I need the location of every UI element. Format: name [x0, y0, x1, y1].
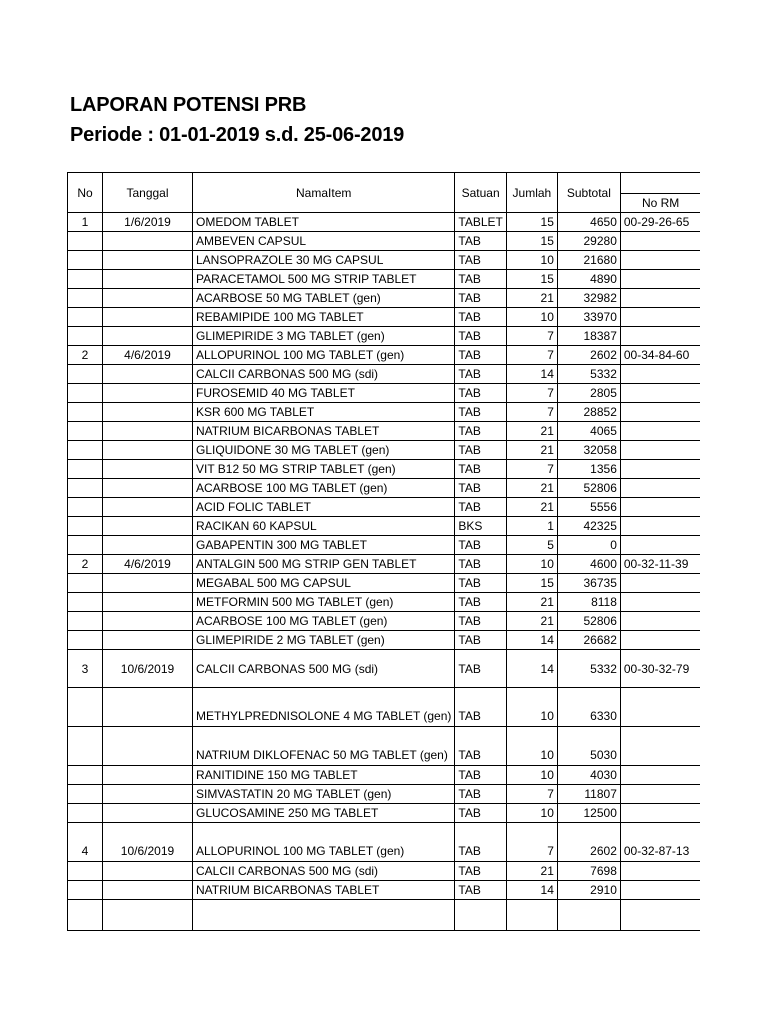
- cell-norm: 00-32-87-13: [620, 823, 700, 862]
- cell-jumlah: 10: [506, 766, 557, 785]
- cell-norm: [620, 900, 700, 931]
- cell-satuan: TAB: [455, 346, 506, 365]
- cell-norm: [620, 785, 700, 804]
- cell-no: [68, 688, 103, 727]
- cell-satuan: TAB: [455, 308, 506, 327]
- cell-satuan: TAB: [455, 536, 506, 555]
- table-row: [68, 289, 701, 308]
- col-header-nama: NamaItem: [193, 173, 455, 213]
- cell-subtotal: 29280: [557, 232, 620, 251]
- cell-norm: [620, 251, 700, 270]
- cell-satuan: TAB: [455, 823, 506, 862]
- cell-no: 3: [68, 650, 103, 688]
- cell-jumlah: 21: [506, 612, 557, 631]
- cell-no: [68, 574, 103, 593]
- cell-norm: [620, 517, 700, 536]
- cell-subtotal: 12500: [557, 804, 620, 823]
- cell-jumlah: 7: [506, 346, 557, 365]
- table-row: [68, 327, 701, 346]
- cell-jumlah: 15: [506, 232, 557, 251]
- cell-tanggal: [103, 574, 193, 593]
- cell-no: [68, 365, 103, 384]
- cell-no: [68, 766, 103, 785]
- table-row: [68, 403, 701, 422]
- cell-nama: GLIMEPIRIDE 3 MG TABLET (gen): [193, 327, 455, 346]
- cell-tanggal: 4/6/2019: [103, 346, 193, 365]
- cell-tanggal: [103, 308, 193, 327]
- cell-subtotal: [557, 900, 620, 931]
- cell-no: [68, 593, 103, 612]
- cell-subtotal: 2910: [557, 881, 620, 900]
- cell-no: [68, 727, 103, 766]
- cell-no: [68, 785, 103, 804]
- table-row: [68, 365, 701, 384]
- cell-nama: VIT B12 50 MG STRIP TABLET (gen): [193, 460, 455, 479]
- cell-subtotal: 0: [557, 536, 620, 555]
- cell-jumlah: 7: [506, 384, 557, 403]
- table-row: [68, 536, 701, 555]
- cell-norm: [620, 612, 700, 631]
- cell-nama: GLIQUIDONE 30 MG TABLET (gen): [193, 441, 455, 460]
- cell-satuan: TAB: [455, 422, 506, 441]
- cell-norm: [620, 327, 700, 346]
- cell-tanggal: [103, 612, 193, 631]
- report-period: Periode : 01-01-2019 s.d. 25-06-2019: [70, 124, 405, 146]
- cell-tanggal: [103, 900, 193, 931]
- cell-tanggal: [103, 289, 193, 308]
- cell-jumlah: 21: [506, 593, 557, 612]
- cell-satuan: TAB: [455, 460, 506, 479]
- cell-satuan: TAB: [455, 365, 506, 384]
- cell-norm: [620, 460, 700, 479]
- cell-satuan: TAB: [455, 270, 506, 289]
- cell-satuan: TAB: [455, 251, 506, 270]
- cell-nama: ALLOPURINOL 100 MG TABLET (gen): [193, 823, 455, 862]
- cell-nama: METHYLPREDNISOLONE 4 MG TABLET (gen): [193, 688, 455, 727]
- cell-satuan: TAB: [455, 688, 506, 727]
- cell-tanggal: [103, 232, 193, 251]
- cell-jumlah: 10: [506, 688, 557, 727]
- cell-norm: [620, 365, 700, 384]
- cell-subtotal: 7698: [557, 862, 620, 881]
- report-title: LAPORAN POTENSI PRB: [70, 94, 307, 116]
- cell-tanggal: [103, 403, 193, 422]
- cell-tanggal: [103, 460, 193, 479]
- col-header-norm: No RM: [620, 194, 700, 213]
- cell-subtotal: 2602: [557, 346, 620, 365]
- cell-tanggal: [103, 422, 193, 441]
- table-row: [68, 593, 701, 612]
- col-header-no: No: [68, 173, 103, 213]
- cell-subtotal: 33970: [557, 308, 620, 327]
- cell-norm: [620, 631, 700, 650]
- cell-nama: ALLOPURINOL 100 MG TABLET (gen): [193, 346, 455, 365]
- cell-norm: [620, 441, 700, 460]
- table-row: [68, 251, 701, 270]
- cell-satuan: TAB: [455, 862, 506, 881]
- cell-nama: RACIKAN 60 KAPSUL: [193, 517, 455, 536]
- cell-norm: 00-32-11-39: [620, 555, 700, 574]
- table-row: [68, 213, 701, 232]
- cell-no: [68, 900, 103, 931]
- cell-subtotal: 4650: [557, 213, 620, 232]
- cell-no: [68, 517, 103, 536]
- cell-norm: [620, 384, 700, 403]
- table-row: [68, 650, 701, 688]
- cell-subtotal: 52806: [557, 612, 620, 631]
- table-row: [68, 688, 701, 727]
- table-row: [68, 422, 701, 441]
- cell-nama: CALCII CARBONAS 500 MG (sdi): [193, 650, 455, 688]
- cell-subtotal: 4600: [557, 555, 620, 574]
- cell-no: [68, 479, 103, 498]
- cell-tanggal: [103, 766, 193, 785]
- cell-no: 2: [68, 346, 103, 365]
- cell-nama: AMBEVEN CAPSUL: [193, 232, 455, 251]
- cell-satuan: [455, 900, 506, 931]
- cell-no: [68, 308, 103, 327]
- cell-no: [68, 441, 103, 460]
- cell-satuan: TAB: [455, 498, 506, 517]
- cell-jumlah: 10: [506, 555, 557, 574]
- cell-nama: REBAMIPIDE 100 MG TABLET: [193, 308, 455, 327]
- col-header-norm-blank: [620, 173, 700, 194]
- cell-subtotal: 5030: [557, 727, 620, 766]
- cell-nama: ACARBOSE 100 MG TABLET (gen): [193, 479, 455, 498]
- cell-norm: [620, 593, 700, 612]
- cell-jumlah: 7: [506, 403, 557, 422]
- cell-norm: 00-34-84-60: [620, 346, 700, 365]
- cell-norm: [620, 688, 700, 727]
- cell-subtotal: 18387: [557, 327, 620, 346]
- cell-tanggal: [103, 804, 193, 823]
- table-header-row: [68, 173, 701, 194]
- cell-norm: [620, 862, 700, 881]
- col-header-tanggal: Tanggal: [103, 173, 193, 213]
- cell-tanggal: 10/6/2019: [103, 823, 193, 862]
- cell-no: [68, 327, 103, 346]
- table-row: [68, 862, 701, 881]
- cell-no: [68, 612, 103, 631]
- cell-nama: NATRIUM DIKLOFENAC 50 MG TABLET (gen): [193, 727, 455, 766]
- table-row: [68, 384, 701, 403]
- cell-subtotal: 2602: [557, 823, 620, 862]
- cell-jumlah: 15: [506, 270, 557, 289]
- cell-tanggal: 1/6/2019: [103, 213, 193, 232]
- cell-nama: ACID FOLIC TABLET: [193, 498, 455, 517]
- col-header-satuan: Satuan: [455, 173, 506, 213]
- cell-jumlah: [506, 900, 557, 931]
- table-row: [68, 574, 701, 593]
- cell-subtotal: 11807: [557, 785, 620, 804]
- cell-jumlah: 1: [506, 517, 557, 536]
- cell-norm: [620, 766, 700, 785]
- cell-norm: [620, 727, 700, 766]
- table-row: [68, 479, 701, 498]
- cell-no: [68, 862, 103, 881]
- cell-norm: 00-29-26-65: [620, 213, 700, 232]
- cell-no: [68, 804, 103, 823]
- cell-no: [68, 270, 103, 289]
- cell-no: [68, 384, 103, 403]
- cell-satuan: TAB: [455, 631, 506, 650]
- cell-jumlah: 14: [506, 881, 557, 900]
- cell-subtotal: 28852: [557, 403, 620, 422]
- cell-tanggal: [103, 881, 193, 900]
- table-row: [68, 555, 701, 574]
- cell-norm: [620, 804, 700, 823]
- col-header-jumlah: Jumlah: [506, 173, 557, 213]
- cell-tanggal: [103, 785, 193, 804]
- table-row: [68, 766, 701, 785]
- cell-nama: GABAPENTIN 300 MG TABLET: [193, 536, 455, 555]
- cell-subtotal: 42325: [557, 517, 620, 536]
- cell-tanggal: [103, 727, 193, 766]
- cell-subtotal: 5332: [557, 650, 620, 688]
- cell-satuan: TAB: [455, 766, 506, 785]
- cell-jumlah: 21: [506, 498, 557, 517]
- cell-jumlah: 21: [506, 479, 557, 498]
- cell-nama: ACARBOSE 100 MG TABLET (gen): [193, 612, 455, 631]
- cell-no: [68, 631, 103, 650]
- cell-jumlah: 14: [506, 631, 557, 650]
- cell-norm: [620, 289, 700, 308]
- cell-norm: 00-30-32-79: [620, 650, 700, 688]
- cell-tanggal: [103, 688, 193, 727]
- cell-no: [68, 403, 103, 422]
- cell-subtotal: 32058: [557, 441, 620, 460]
- cell-satuan: TAB: [455, 289, 506, 308]
- cell-jumlah: 7: [506, 327, 557, 346]
- table-row: [68, 232, 701, 251]
- cell-satuan: TAB: [455, 612, 506, 631]
- cell-satuan: TABLET: [455, 213, 506, 232]
- cell-jumlah: 10: [506, 308, 557, 327]
- cell-tanggal: [103, 536, 193, 555]
- cell-jumlah: 5: [506, 536, 557, 555]
- cell-subtotal: 4065: [557, 422, 620, 441]
- cell-jumlah: 14: [506, 650, 557, 688]
- cell-satuan: TAB: [455, 555, 506, 574]
- cell-subtotal: 1356: [557, 460, 620, 479]
- cell-tanggal: [103, 327, 193, 346]
- cell-nama: GLUCOSAMINE 250 MG TABLET: [193, 804, 455, 823]
- cell-nama: METFORMIN 500 MG TABLET (gen): [193, 593, 455, 612]
- cell-satuan: TAB: [455, 881, 506, 900]
- cell-tanggal: [103, 251, 193, 270]
- table-row: [68, 346, 701, 365]
- cell-norm: [620, 498, 700, 517]
- cell-subtotal: 36735: [557, 574, 620, 593]
- table-row: [68, 517, 701, 536]
- table-row: [68, 727, 701, 766]
- table-row: [68, 900, 701, 931]
- cell-norm: [620, 403, 700, 422]
- cell-jumlah: 21: [506, 289, 557, 308]
- cell-nama: CALCII CARBONAS 500 MG (sdi): [193, 365, 455, 384]
- cell-jumlah: 7: [506, 460, 557, 479]
- cell-no: [68, 289, 103, 308]
- cell-satuan: TAB: [455, 727, 506, 766]
- cell-tanggal: [103, 479, 193, 498]
- cell-tanggal: [103, 593, 193, 612]
- cell-satuan: BKS: [455, 517, 506, 536]
- table-body: [68, 213, 701, 931]
- cell-nama: RANITIDINE 150 MG TABLET: [193, 766, 455, 785]
- cell-satuan: TAB: [455, 403, 506, 422]
- cell-norm: [620, 574, 700, 593]
- cell-satuan: TAB: [455, 593, 506, 612]
- cell-norm: [620, 479, 700, 498]
- cell-norm: [620, 536, 700, 555]
- cell-tanggal: [103, 498, 193, 517]
- cell-satuan: TAB: [455, 327, 506, 346]
- cell-satuan: TAB: [455, 574, 506, 593]
- cell-nama: NATRIUM BICARBONAS TABLET: [193, 422, 455, 441]
- cell-subtotal: 5556: [557, 498, 620, 517]
- cell-subtotal: 5332: [557, 365, 620, 384]
- cell-nama: OMEDOM TABLET: [193, 213, 455, 232]
- cell-jumlah: 21: [506, 422, 557, 441]
- cell-no: [68, 881, 103, 900]
- cell-jumlah: 10: [506, 251, 557, 270]
- cell-nama: CALCII CARBONAS 500 MG (sdi): [193, 862, 455, 881]
- cell-nama: KSR 600 MG TABLET: [193, 403, 455, 422]
- cell-subtotal: 6330: [557, 688, 620, 727]
- cell-tanggal: [103, 270, 193, 289]
- cell-jumlah: 14: [506, 365, 557, 384]
- cell-satuan: TAB: [455, 479, 506, 498]
- cell-no: [68, 498, 103, 517]
- table-row: [68, 804, 701, 823]
- cell-subtotal: 4890: [557, 270, 620, 289]
- cell-satuan: TAB: [455, 650, 506, 688]
- cell-jumlah: 21: [506, 441, 557, 460]
- cell-subtotal: 26682: [557, 631, 620, 650]
- cell-subtotal: 32982: [557, 289, 620, 308]
- cell-satuan: TAB: [455, 785, 506, 804]
- cell-nama: ANTALGIN 500 MG STRIP GEN TABLET: [193, 555, 455, 574]
- cell-nama: FUROSEMID 40 MG TABLET: [193, 384, 455, 403]
- cell-nama: NATRIUM BICARBONAS TABLET: [193, 881, 455, 900]
- cell-tanggal: [103, 631, 193, 650]
- cell-subtotal: 8118: [557, 593, 620, 612]
- cell-subtotal: 52806: [557, 479, 620, 498]
- cell-norm: [620, 422, 700, 441]
- cell-norm: [620, 232, 700, 251]
- table-row: [68, 823, 701, 862]
- col-header-subtotal: Subtotal: [557, 173, 620, 213]
- cell-norm: [620, 881, 700, 900]
- cell-tanggal: [103, 862, 193, 881]
- cell-nama: ACARBOSE 50 MG TABLET (gen): [193, 289, 455, 308]
- table-row: [68, 498, 701, 517]
- cell-subtotal: 21680: [557, 251, 620, 270]
- table-row: [68, 612, 701, 631]
- cell-no: [68, 422, 103, 441]
- cell-norm: [620, 270, 700, 289]
- cell-tanggal: [103, 441, 193, 460]
- cell-nama: LANSOPRAZOLE 30 MG CAPSUL: [193, 251, 455, 270]
- report-table: [67, 172, 700, 931]
- cell-tanggal: [103, 384, 193, 403]
- cell-jumlah: 15: [506, 213, 557, 232]
- table-row: [68, 308, 701, 327]
- cell-tanggal: 4/6/2019: [103, 555, 193, 574]
- cell-jumlah: 15: [506, 574, 557, 593]
- table-row: [68, 785, 701, 804]
- cell-satuan: TAB: [455, 804, 506, 823]
- cell-nama: MEGABAL 500 MG CAPSUL: [193, 574, 455, 593]
- cell-no: 4: [68, 823, 103, 862]
- table-row: [68, 441, 701, 460]
- table-row: [68, 270, 701, 289]
- cell-satuan: TAB: [455, 441, 506, 460]
- cell-tanggal: [103, 517, 193, 536]
- cell-jumlah: 10: [506, 804, 557, 823]
- cell-subtotal: 2805: [557, 384, 620, 403]
- cell-norm: [620, 308, 700, 327]
- table-row: [68, 631, 701, 650]
- cell-jumlah: 7: [506, 785, 557, 804]
- cell-no: [68, 536, 103, 555]
- cell-tanggal: 10/6/2019: [103, 650, 193, 688]
- table-row: [68, 460, 701, 479]
- cell-nama: [193, 900, 455, 931]
- cell-satuan: TAB: [455, 232, 506, 251]
- cell-jumlah: 10: [506, 727, 557, 766]
- cell-no: 2: [68, 555, 103, 574]
- cell-no: 1: [68, 213, 103, 232]
- cell-nama: SIMVASTATIN 20 MG TABLET (gen): [193, 785, 455, 804]
- cell-no: [68, 232, 103, 251]
- cell-no: [68, 460, 103, 479]
- table-row: [68, 881, 701, 900]
- cell-jumlah: 21: [506, 862, 557, 881]
- cell-nama: GLIMEPIRIDE 2 MG TABLET (gen): [193, 631, 455, 650]
- cell-subtotal: 4030: [557, 766, 620, 785]
- cell-nama: PARACETAMOL 500 MG STRIP TABLET: [193, 270, 455, 289]
- cell-no: [68, 251, 103, 270]
- cell-tanggal: [103, 365, 193, 384]
- cell-satuan: TAB: [455, 384, 506, 403]
- cell-jumlah: 7: [506, 823, 557, 862]
